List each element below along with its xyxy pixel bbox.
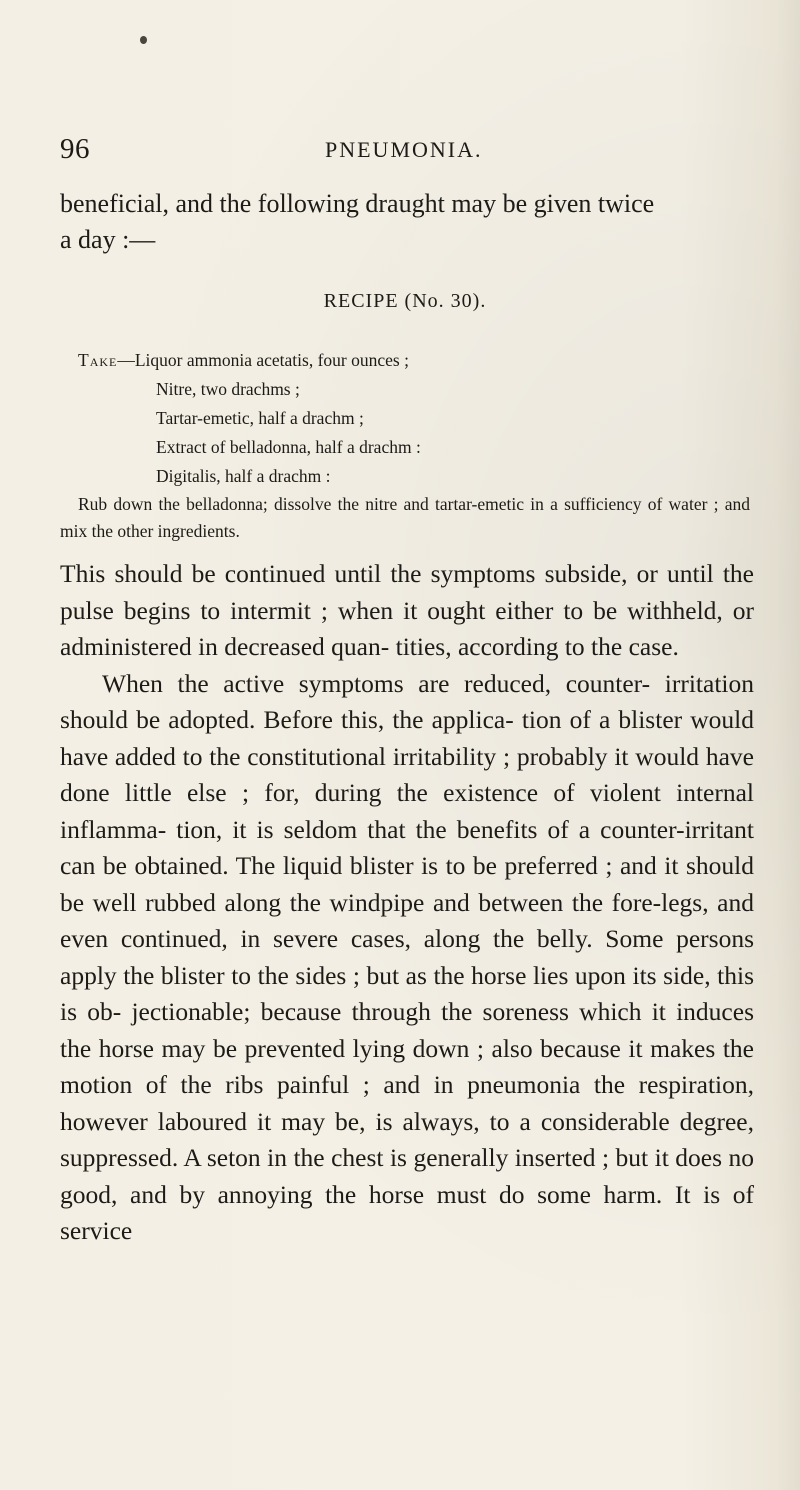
page-number: 96 — [60, 133, 90, 165]
recipe-block — [60, 346, 750, 545]
recipe-ingredient: Tartar-emetic, half a drachm ; — [156, 408, 364, 428]
running-head: PNEUMONIA. — [325, 137, 483, 162]
recipe-ingredient: —Liquor ammonia acetatis, four ounces ; — [117, 350, 409, 370]
paragraph: This should be continued until the symptoms subside, or until the pulse begins to intermit ; when it ought either to be withheld, or administered in decreased quan- tities, according to the case. — [60, 559, 754, 661]
body-text — [60, 556, 754, 1250]
recipe-ingredient: Nitre, two drachms ; — [156, 379, 300, 399]
page-header — [60, 133, 750, 173]
recipe-ingredient: Digitalis, half a drachm : — [156, 466, 331, 486]
recipe-title: RECIPE (No. 30). — [323, 290, 487, 312]
take-label: Take — [78, 350, 118, 370]
intro-line: a day :— — [60, 225, 156, 254]
intro-line: beneficial, and the following draught may be given twice — [60, 189, 655, 218]
ink-spot — [140, 36, 147, 44]
intro-paragraph — [60, 186, 750, 258]
recipe-ingredient: Extract of belladonna, half a drachm : — [156, 437, 421, 457]
recipe-instructions: Rub down the belladonna; dissolve the nitre and tartar-emetic in a sufficiency of water ; and mix the other ingredients. — [60, 494, 750, 541]
paragraph: When the active symptoms are reduced, counter- irritation should be adopted. Before this, the applica- tion of a blister would have added to the constitutional irritability ; probably it would have done little else ; for, during the existence of violent internal inflamma- tion, it is seldom that the benefits of a counter-irritant can be obtained. The liquid blister is to be preferred ; and it should be well rubbed along the windpipe and between the fore-legs, and even continued, in severe cases, along the belly. Some persons apply the blister to the sides ; but as the horse lies upon its side, this is ob- jectionable; because through the soreness which it induces the horse may be prevented lying down ; also because it makes the motion of the ribs painful ; and in pneumonia the respiration, however laboured it may be, is always, to a considerable degree, suppressed. A seton in the chest is generally inserted ; but it does no good, and by annoying the horse must do some harm. It is of service — [60, 668, 754, 1245]
recipe-line — [60, 346, 750, 375]
